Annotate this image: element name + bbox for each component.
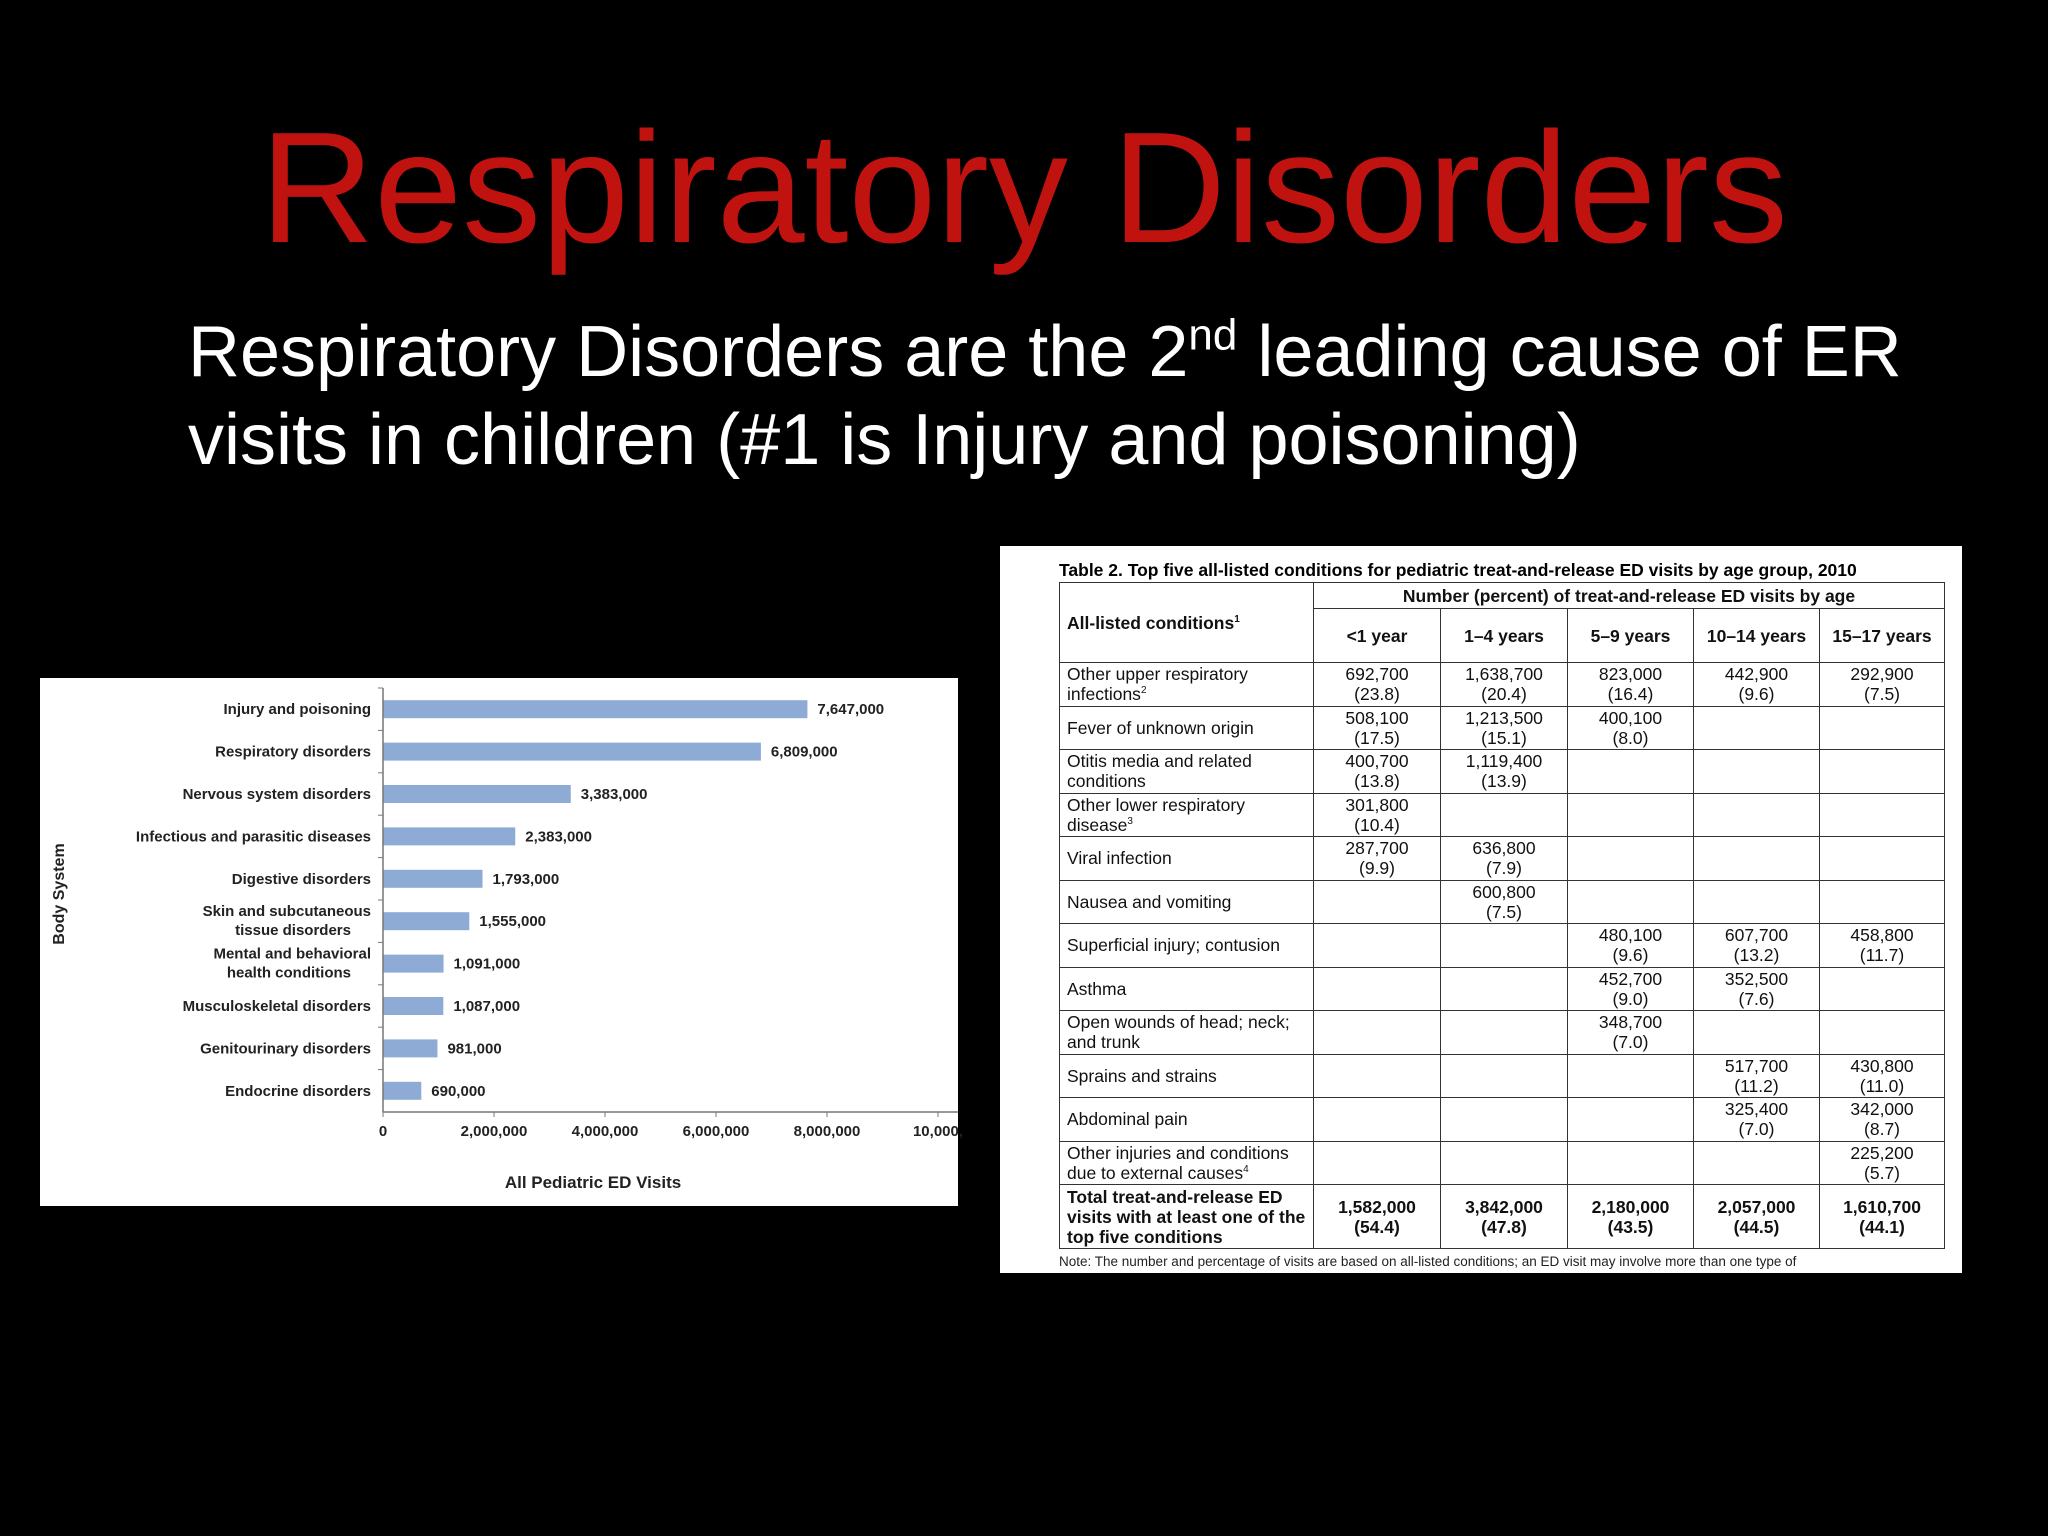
table-row [1060, 1098, 1945, 1142]
table-caption: Table 2. Top five all-listed conditions for pediatric treat-and-release ED visits by age group, 2010 [1059, 560, 1857, 580]
x-tick-label: 4,000,000 [571, 1123, 639, 1140]
visit-count: 1,213,500 [1465, 707, 1543, 728]
condition-header [1060, 583, 1314, 663]
subtitle-superscript: nd [1188, 310, 1238, 360]
value-cell [1694, 663, 1820, 707]
value-cell [1314, 924, 1441, 968]
age-group-header: <1 year [1314, 609, 1441, 663]
visit-count: 348,700 [1598, 1012, 1663, 1033]
condition-label: Open wounds of head; neck; and trunk [1067, 1012, 1290, 1053]
visit-count: 430,800 [1850, 1055, 1914, 1076]
age-group-header: 15–17 years [1820, 609, 1945, 663]
value-cell [1441, 924, 1568, 968]
category-label: Respiratory disorders [215, 743, 371, 761]
category-label: Genitourinary disorders [200, 1040, 371, 1058]
value-cell [1820, 837, 1945, 881]
data-label: 7,647,000 [817, 701, 885, 719]
x-tick-label: 8,000,000 [793, 1123, 861, 1140]
condition-label: Nausea and vomiting [1067, 891, 1232, 912]
visit-percent: (9.9) [1359, 858, 1395, 879]
value-cell [1820, 1054, 1945, 1098]
value-cell [1820, 663, 1945, 707]
slide-title: Respiratory Disorders [260, 100, 1788, 276]
category-label: Digestive disorders [231, 870, 371, 888]
visit-percent: (9.6) [1612, 945, 1649, 966]
value-cell [1694, 1054, 1820, 1098]
value-cell [1694, 1011, 1820, 1055]
value-cell [1314, 1141, 1441, 1185]
value-cell [1694, 1185, 1820, 1249]
condition-label: Other lower respiratory disease [1067, 794, 1245, 835]
conditions-table-panel [1000, 546, 1962, 1273]
condition-cell [1060, 880, 1314, 924]
visit-count: 287,700 [1345, 838, 1409, 859]
bar [383, 827, 515, 845]
category-label: Musculoskeletal disorders [182, 998, 371, 1015]
subtitle-text-1: Respiratory Disorders are the 2 [188, 312, 1189, 392]
visit-count: 823,000 [1598, 664, 1663, 685]
table-row [1060, 663, 1945, 707]
condition-label: Superficial injury; contusion [1067, 935, 1281, 956]
table-row [1060, 880, 1945, 924]
condition-cell [1060, 706, 1314, 750]
value-cell [1694, 967, 1820, 1011]
category-label: Endocrine disorders [225, 1082, 371, 1100]
data-label: 981,000 [447, 1040, 502, 1058]
age-group-header: 10–14 years [1694, 609, 1820, 663]
data-label: 1,091,000 [453, 955, 521, 973]
category-label: tissue disorders [235, 922, 351, 940]
age-group-header: 5–9 years [1568, 609, 1694, 663]
visit-percent: (16.4) [1607, 684, 1654, 705]
x-tick-label: 10,000, [912, 1123, 964, 1140]
condition-label: Abdominal pain [1067, 1109, 1188, 1130]
category-label: Nervous system disorders [182, 786, 371, 803]
value-cell [1441, 1054, 1568, 1098]
value-cell [1568, 706, 1694, 750]
visit-count: 607,700 [1724, 925, 1789, 946]
condition-cell [1060, 837, 1314, 881]
footnote-marker: 4 [1243, 1163, 1249, 1175]
visit-percent: (54.4) [1354, 1216, 1400, 1237]
visit-percent: (43.5) [1607, 1216, 1654, 1237]
condition-label: Fever of unknown origin [1067, 717, 1254, 738]
value-cell [1820, 793, 1945, 837]
x-tick-label: 0 [378, 1123, 388, 1140]
visit-percent: (7.0) [1612, 1032, 1649, 1053]
visit-count: 1,582,000 [1338, 1196, 1416, 1217]
category-label: Infectious and parasitic diseases [135, 828, 371, 846]
visit-percent: (7.5) [1864, 684, 1900, 705]
table-row [1060, 924, 1945, 968]
bar [383, 955, 444, 973]
visit-percent: (44.1) [1859, 1216, 1905, 1237]
value-cell [1820, 880, 1945, 924]
value-cell [1694, 924, 1820, 968]
value-cell [1820, 1141, 1945, 1185]
visit-count: 3,842,000 [1465, 1196, 1543, 1217]
bar [383, 700, 807, 718]
visit-percent: (13.9) [1481, 771, 1527, 792]
value-cell [1694, 837, 1820, 881]
category-label: Skin and subcutaneous [202, 903, 371, 921]
visit-count: 1,610,700 [1843, 1196, 1921, 1217]
visit-count: 517,700 [1724, 1055, 1789, 1076]
condition-cell [1060, 1011, 1314, 1055]
visit-percent: (7.0) [1738, 1119, 1775, 1140]
value-cell [1568, 1141, 1694, 1185]
value-cell [1441, 967, 1568, 1011]
footnote-marker: 1 [1234, 613, 1240, 625]
value-cell [1441, 1011, 1568, 1055]
bar [383, 997, 443, 1015]
value-cell [1314, 663, 1441, 707]
value-cell [1694, 793, 1820, 837]
condition-cell [1060, 750, 1314, 794]
visit-count: 1,638,700 [1465, 664, 1543, 685]
age-span-header: Number (percent) of treat-and-release ED visits by age [1314, 583, 1945, 609]
data-label: 1,793,000 [492, 870, 560, 888]
value-cell [1694, 1098, 1820, 1142]
visit-percent: (20.4) [1481, 684, 1527, 705]
visit-percent: (10.4) [1354, 814, 1400, 835]
visit-count: 442,900 [1724, 664, 1789, 685]
visit-count: 2,057,000 [1717, 1196, 1796, 1217]
table-note: Note: The number and percentage of visits are based on all-listed conditions; an ED visit may involve more than one type of [1059, 1254, 1797, 1269]
table-row [1060, 1011, 1945, 1055]
value-cell [1314, 793, 1441, 837]
visit-count: 1,119,400 [1465, 751, 1543, 772]
visit-count: 692,700 [1345, 664, 1409, 685]
value-cell [1568, 1185, 1694, 1249]
condition-label: Total treat-and-release ED visits with at least one of the top five conditions [1067, 1186, 1306, 1247]
value-cell [1568, 1054, 1694, 1098]
bar [383, 870, 483, 888]
value-cell [1441, 793, 1568, 837]
visit-count: 400,100 [1598, 707, 1663, 728]
value-cell [1820, 750, 1945, 794]
value-cell [1314, 1098, 1441, 1142]
visit-count: 2,180,000 [1591, 1196, 1670, 1217]
value-cell [1568, 750, 1694, 794]
condition-label: Viral infection [1067, 848, 1172, 869]
visit-percent: (13.2) [1733, 945, 1780, 966]
value-cell [1568, 837, 1694, 881]
visit-percent: (11.0) [1859, 1075, 1905, 1096]
value-cell [1314, 750, 1441, 794]
visit-percent: (23.8) [1354, 684, 1400, 705]
condition-label: Sprains and strains [1067, 1065, 1217, 1086]
value-cell [1694, 706, 1820, 750]
value-cell [1314, 1011, 1441, 1055]
category-label: Mental and behavioral [213, 945, 371, 963]
visit-count: 458,800 [1850, 925, 1914, 946]
condition-label: Other injuries and conditions due to external causes [1067, 1142, 1289, 1183]
visit-count: 325,400 [1724, 1099, 1789, 1120]
y-axis-title: Body System [51, 843, 68, 945]
age-group-header: 1–4 years [1441, 609, 1568, 663]
conditions-table [1059, 582, 1945, 1249]
condition-cell [1060, 1141, 1314, 1185]
visit-count: 452,700 [1598, 968, 1663, 989]
condition-cell [1060, 1185, 1314, 1249]
x-axis-title: All Pediatric ED Visits [504, 1173, 682, 1192]
bar [383, 912, 469, 930]
visit-percent: (15.1) [1481, 727, 1527, 748]
value-cell [1568, 1011, 1694, 1055]
value-cell [1441, 880, 1568, 924]
table-row [1060, 706, 1945, 750]
condition-cell [1060, 793, 1314, 837]
x-tick-label: 6,000,000 [682, 1123, 750, 1140]
table-row [1060, 1054, 1945, 1098]
data-label: 6,809,000 [770, 743, 838, 761]
bar [383, 1039, 437, 1057]
value-cell [1568, 793, 1694, 837]
data-label: 690,000 [431, 1082, 486, 1100]
visit-percent: (9.6) [1738, 684, 1775, 705]
value-cell [1568, 967, 1694, 1011]
value-cell [1820, 924, 1945, 968]
value-cell [1694, 880, 1820, 924]
visit-percent: (7.5) [1486, 901, 1522, 922]
slide-subtitle [188, 308, 2008, 484]
condition-cell [1060, 1098, 1314, 1142]
value-cell [1694, 1141, 1820, 1185]
value-cell [1820, 1098, 1945, 1142]
condition-label: Asthma [1067, 978, 1127, 999]
visit-percent: (11.2) [1734, 1075, 1779, 1096]
visit-percent: (44.5) [1733, 1216, 1780, 1237]
condition-cell [1060, 663, 1314, 707]
data-label: 2,383,000 [525, 828, 592, 846]
footnote-marker: 3 [1127, 815, 1133, 827]
table-row [1060, 837, 1945, 881]
bar-chart [40, 678, 964, 1206]
value-cell [1441, 1185, 1568, 1249]
x-tick-label: 2,000,000 [460, 1123, 528, 1140]
data-label: 1,087,000 [453, 998, 521, 1015]
value-cell [1568, 880, 1694, 924]
bar [383, 785, 571, 803]
visit-count: 400,700 [1345, 751, 1409, 772]
data-label: 1,555,000 [479, 913, 547, 931]
visit-percent: (8.0) [1612, 727, 1649, 748]
value-cell [1820, 967, 1945, 1011]
visit-percent: (7.6) [1738, 988, 1775, 1009]
bar [383, 1082, 421, 1100]
value-cell [1441, 837, 1568, 881]
visit-count: 342,000 [1850, 1099, 1914, 1120]
condition-label: Otitis media and related conditions [1067, 751, 1252, 792]
bar-chart-panel [40, 678, 964, 1206]
visit-count: 600,800 [1472, 881, 1536, 902]
value-cell [1314, 880, 1441, 924]
visit-percent: (5.7) [1864, 1162, 1900, 1183]
condition-cell [1060, 1054, 1314, 1098]
value-cell [1314, 706, 1441, 750]
data-label: 3,383,000 [580, 786, 648, 803]
visit-count: 292,900 [1850, 664, 1914, 685]
category-label: health conditions [226, 964, 351, 982]
visit-percent: (13.8) [1354, 771, 1400, 792]
visit-percent: (11.7) [1859, 945, 1905, 966]
visit-percent: (7.9) [1486, 858, 1522, 879]
visit-count: 480,100 [1598, 925, 1663, 946]
table-row [1060, 793, 1945, 837]
value-cell [1441, 750, 1568, 794]
visit-percent: (9.0) [1612, 988, 1649, 1009]
condition-cell [1060, 924, 1314, 968]
value-cell [1694, 750, 1820, 794]
visit-percent: (17.5) [1354, 727, 1400, 748]
value-cell [1568, 663, 1694, 707]
subtitle-text-2: leading cause of ER visits in children (#1 is Injury and poisoning) [188, 312, 1902, 480]
visit-count: 225,200 [1850, 1142, 1914, 1163]
table-row [1060, 1141, 1945, 1185]
value-cell [1441, 663, 1568, 707]
table-row [1060, 750, 1945, 794]
bar [383, 743, 761, 761]
value-cell [1314, 967, 1441, 1011]
value-cell [1314, 1185, 1441, 1249]
value-cell [1314, 1054, 1441, 1098]
value-cell [1820, 706, 1945, 750]
value-cell [1820, 1185, 1945, 1249]
condition-header-label: All-listed conditions [1067, 612, 1235, 633]
visit-count: 301,800 [1345, 794, 1409, 815]
visit-count: 352,500 [1724, 968, 1789, 989]
value-cell [1314, 837, 1441, 881]
value-cell [1441, 1141, 1568, 1185]
value-cell [1568, 1098, 1694, 1142]
visit-percent: (47.8) [1481, 1216, 1527, 1237]
table-row [1060, 967, 1945, 1011]
visit-count: 508,100 [1345, 707, 1409, 728]
value-cell [1820, 1011, 1945, 1055]
visit-percent: (8.7) [1864, 1119, 1900, 1140]
value-cell [1441, 1098, 1568, 1142]
value-cell [1441, 706, 1568, 750]
footnote-marker: 2 [1140, 685, 1147, 697]
category-label: Injury and poisoning [223, 701, 371, 719]
value-cell [1568, 924, 1694, 968]
condition-label: Other upper respiratory infections [1067, 664, 1248, 705]
total-row [1060, 1185, 1945, 1249]
condition-cell [1060, 967, 1314, 1011]
visit-count: 636,800 [1472, 838, 1536, 859]
